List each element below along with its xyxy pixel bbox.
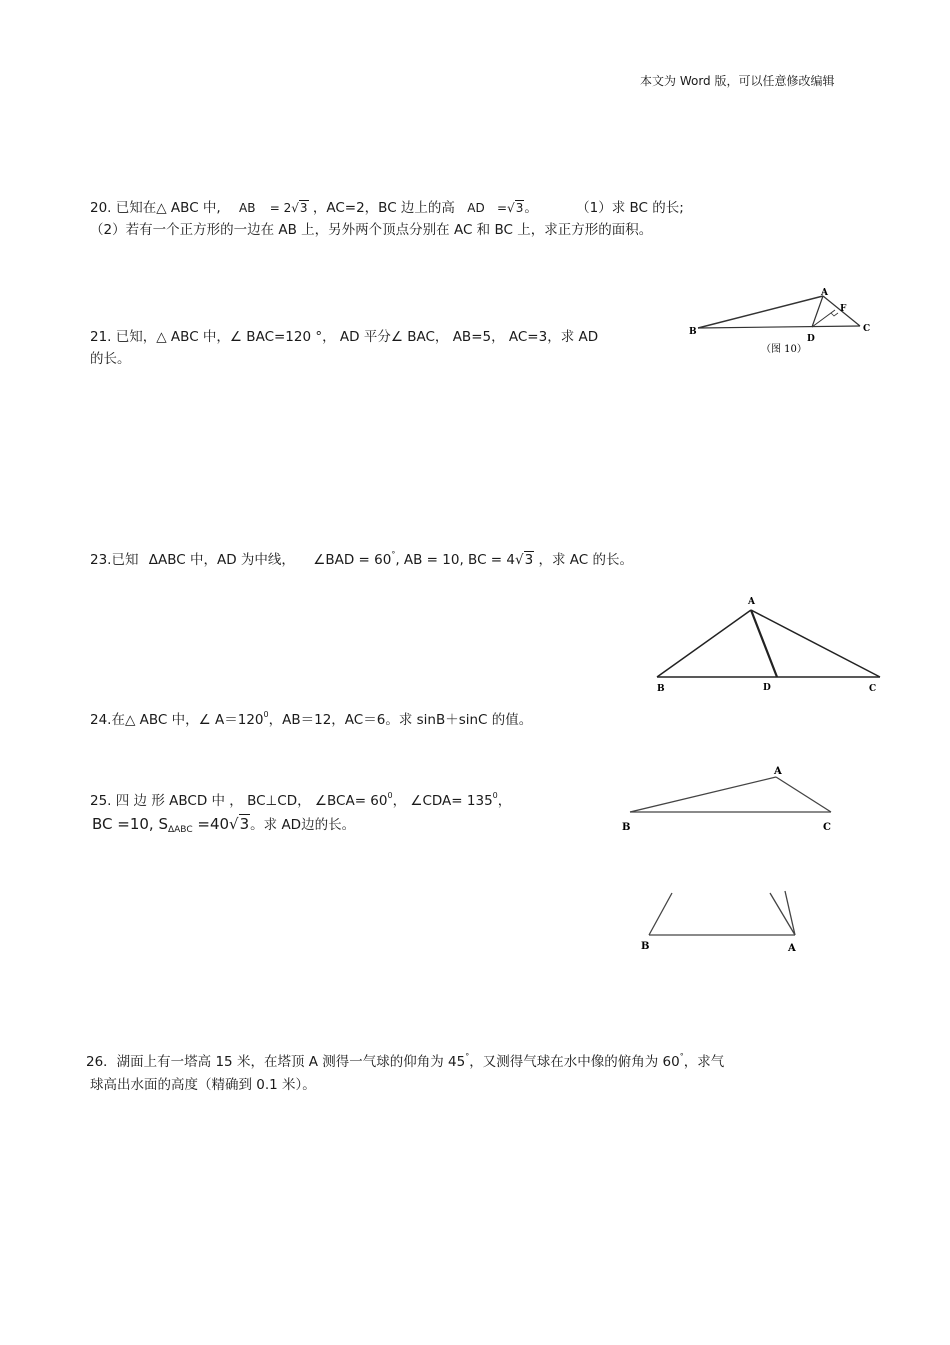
q25-figure: [630, 885, 810, 960]
q24-label-b: B: [622, 822, 631, 833]
q24-figure: [618, 760, 843, 840]
q23-label-c: C: [869, 684, 877, 694]
q20-line1: 20. 已知在△ ABC 中, AB = 2√3 ，AC=2，BC 边上的高 AD =√3。 （1）求 BC 的长;: [90, 200, 684, 216]
q25-ray-a2: [785, 891, 795, 935]
q21-side-ab: [698, 296, 823, 328]
q25-ray-a1: [770, 893, 795, 935]
q24-label-c: C: [823, 822, 831, 833]
q21-line1: 21. 已知，△ ABC 中，∠ BAC=120 °， AD 平分∠ BAC， AB=5， AC=3，求 AD: [90, 329, 599, 345]
q21-label-c: C: [863, 324, 871, 334]
q20-line2: （2）若有一个正方形的一边在 AB 上，另外两个顶点分别在 AC 和 BC 上，求正方形的面积。: [90, 222, 653, 238]
q25-label-a: A: [788, 943, 796, 954]
q23-line: 23.已知 ΔABC 中，AD 为中线， ∠BAD = 60°, AB = 10, BC = 4√3 ，求 AC 的长。: [90, 550, 633, 568]
q21-right-angle-mark: [831, 313, 838, 316]
q21-figure-caption: （图 10）: [761, 344, 807, 355]
header-note: 本文为 Word 版，可以任意修改编辑: [640, 74, 835, 88]
q21-label-a: A: [821, 288, 828, 298]
q26-line2: 球高出水面的高度（精确到 0.1 米）。: [90, 1077, 316, 1093]
q23-label-d: D: [763, 683, 771, 693]
q25-line2: BC =10, $S_{\Delta ABC} =40√3$。求 AD边的长。: [92, 815, 356, 835]
q21-line2: 的长。: [90, 351, 131, 367]
q26-line1: 26．湖面上有一塔高 15 米，在塔顶 A 测得一气球的仰角为 45°，又测得气球在水中像的俯角为 60°，求气: [86, 1052, 725, 1070]
q21-label-f: F: [840, 304, 847, 314]
q23-side-ac: [751, 610, 880, 677]
q25-line1: 25. 四 边 形 ABCD 中 ， BC⊥CD， ∠BCA= $60^0$， ∠CDA= $135^0$，: [90, 791, 512, 809]
q24-label-a: A: [774, 766, 782, 777]
q25-ray-b: [649, 893, 672, 935]
q23-figure: [650, 595, 890, 695]
q21-side-bc: [698, 326, 860, 328]
q24-side-ba: [630, 777, 776, 812]
q21-figure: [685, 285, 880, 360]
q25-label-b: B: [641, 941, 650, 952]
q23-label-b: B: [657, 684, 665, 694]
q21-label-d: D: [807, 334, 815, 344]
q23-median-ad: [751, 610, 777, 677]
q24-side-ac: [776, 777, 831, 812]
q24-line: 24.在△ ABC 中，∠ $A=120^0$，AB＝12，AC＝6。求 sinB＋sinC 的值。: [90, 710, 533, 728]
q23-label-a: A: [748, 597, 755, 607]
q21-label-b: B: [689, 327, 697, 337]
q23-side-ab: [657, 610, 751, 677]
